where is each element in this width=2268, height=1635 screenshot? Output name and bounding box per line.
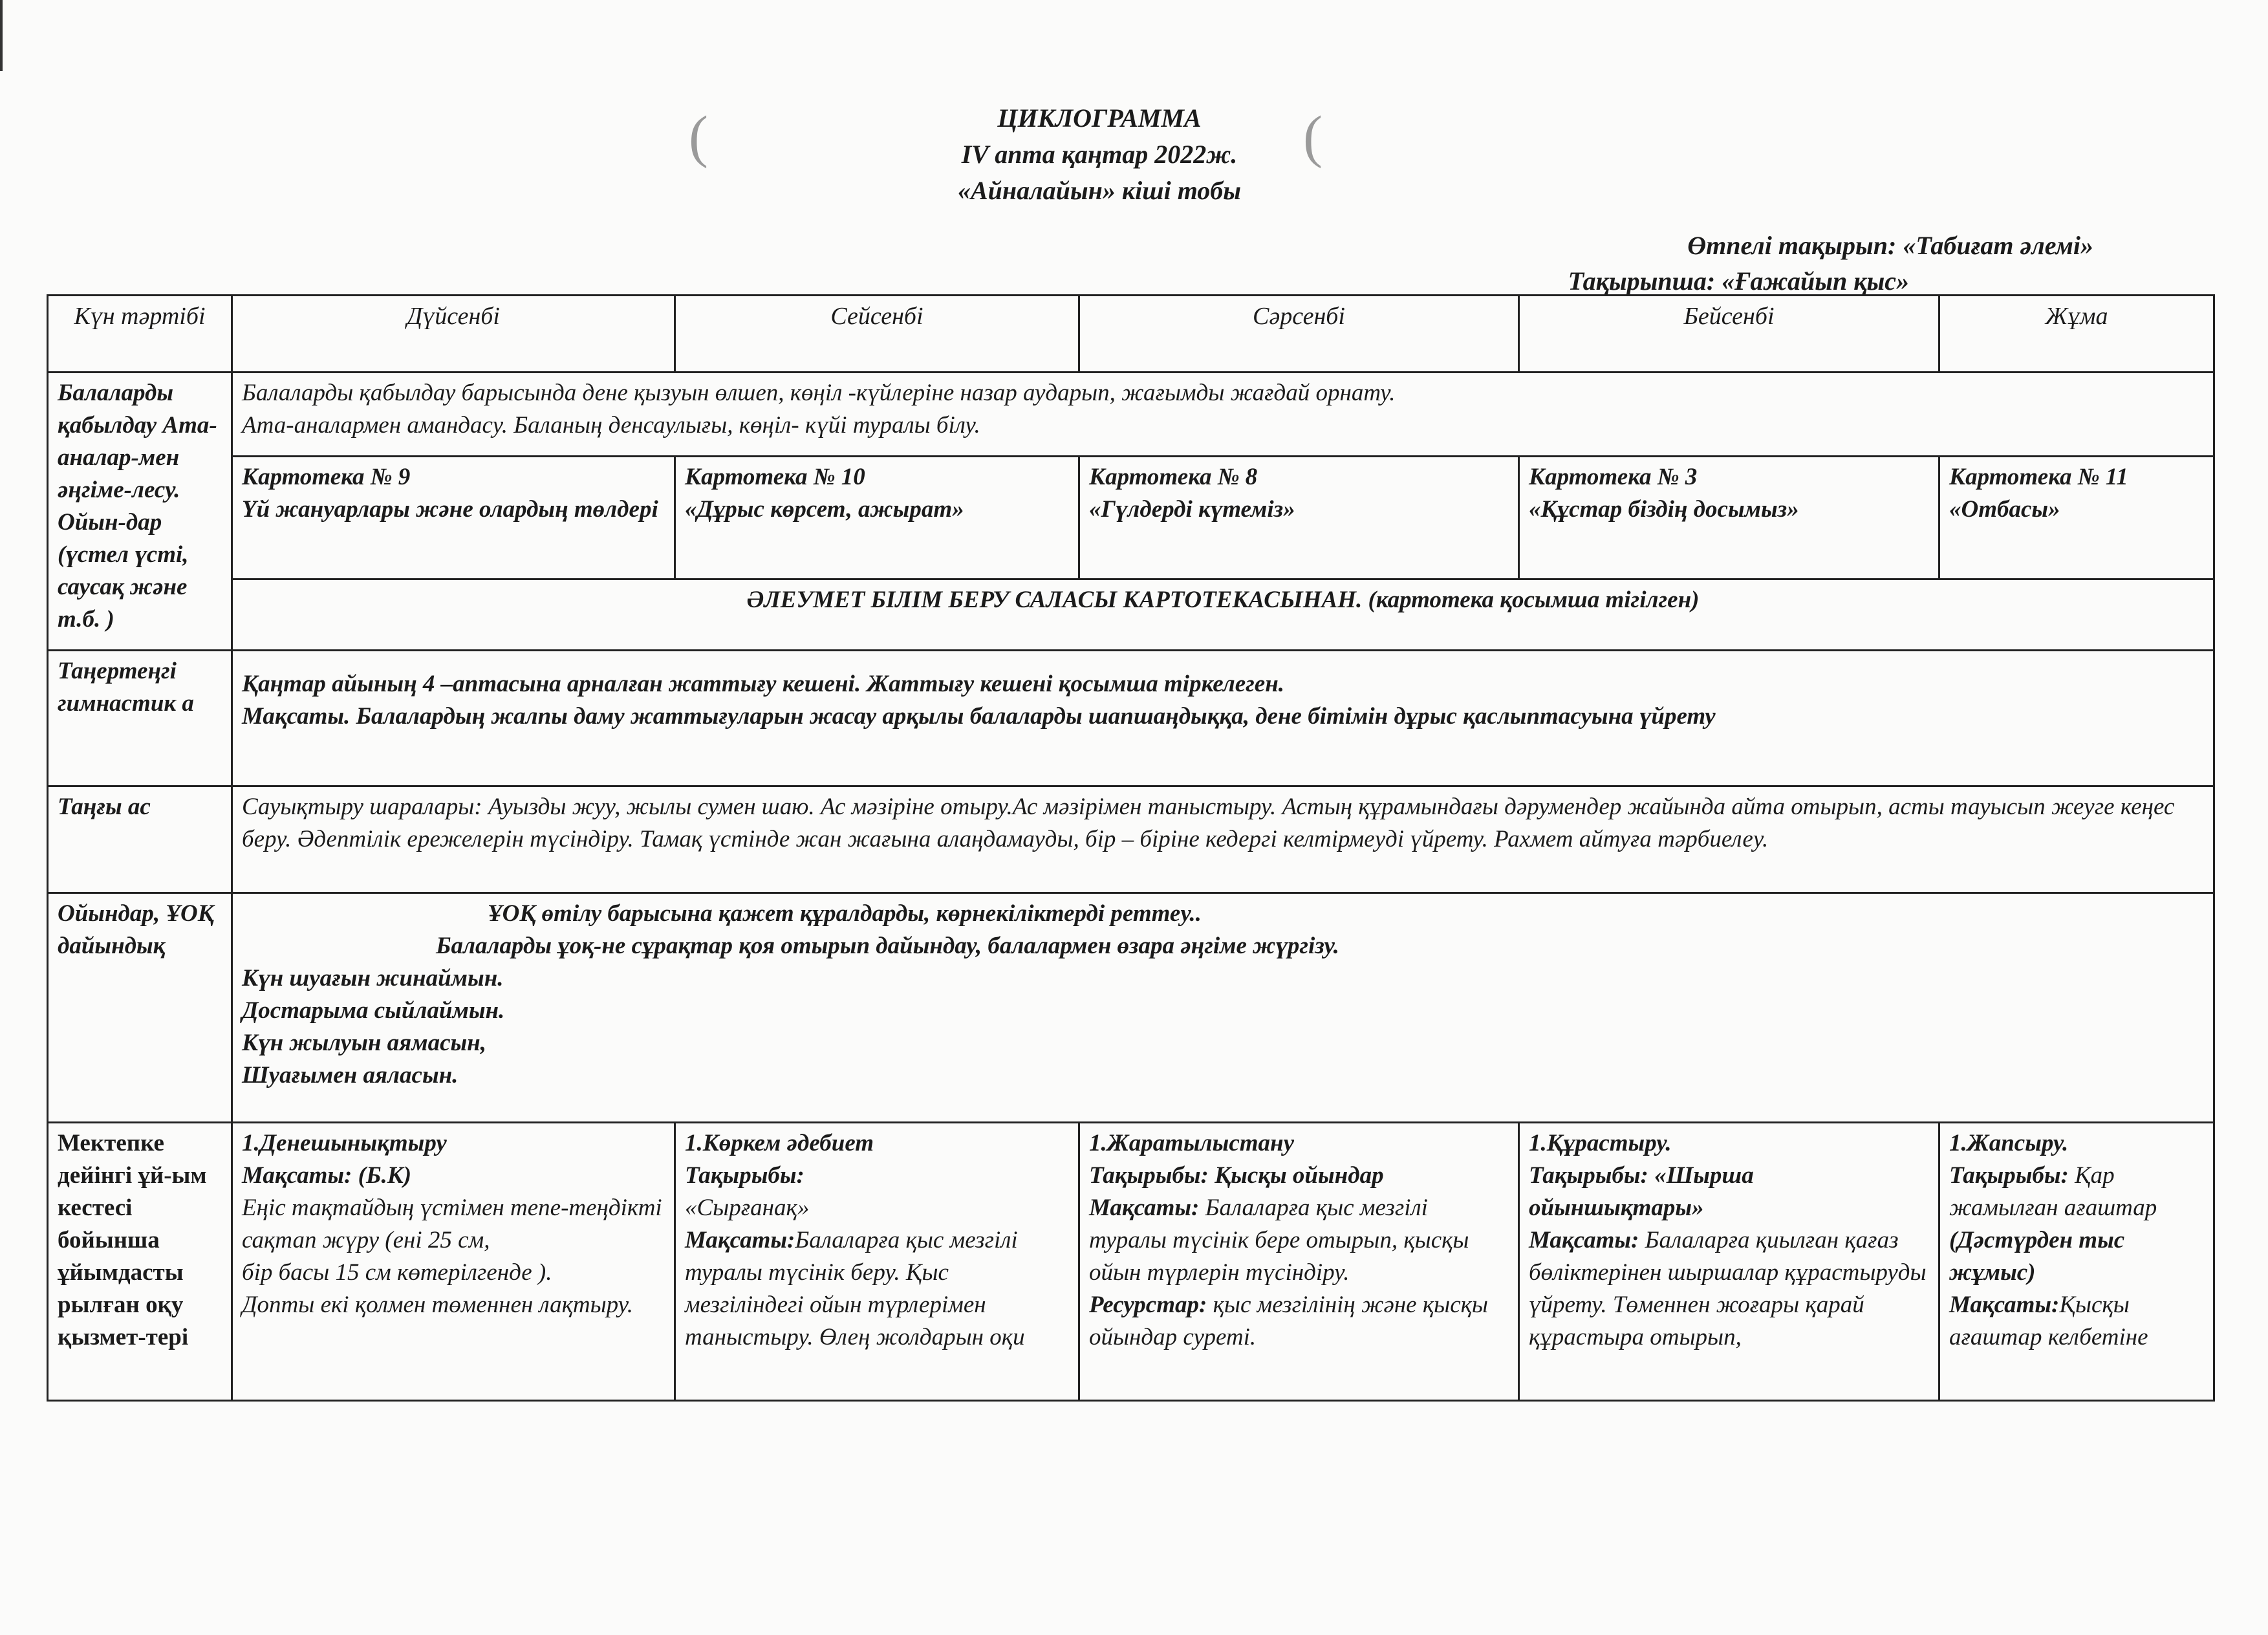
activity-goal-label: Мақсаты: [1529,1227,1639,1253]
col-header-monday: Дүйсенбі [232,296,675,373]
document-header [0,100,2199,209]
poem-line: Шуағымен аяласын. [242,1062,459,1088]
games-line-1: ҰОҚ өтілу барысына қажет құралдарды, көрнекіліктерді реттеу.. [488,900,1202,927]
reception-line-1: Балаларды қабылдау барысында дене қызуын өлшеп, көңіл -күйлеріне назар аударып, жағымды жағдай орнату. [242,380,1396,406]
table-row [48,893,2214,1123]
activity-text: Еңіс тақтайдың үстімен тепе-теңдікті сақтап жүру (ені 25 см, [242,1195,662,1253]
activity-wednesday [1079,1123,1519,1401]
table-row [48,373,2214,457]
activity-goal-label: Мақсаты: [685,1227,795,1253]
activity-title: 1.Жапсыру. [1949,1130,2069,1156]
activity-goal: Мақсаты: (Б.К) [242,1162,412,1189]
games-cell [232,893,2214,1123]
card-tuesday [675,457,1079,579]
table-row [48,786,2214,893]
card-name: «Отбасы» [1949,496,2060,523]
activity-goal-label: Мақсаты: [1089,1195,1200,1221]
card-friday [1939,457,2214,579]
activity-title: 1.Денешынықтыру [242,1130,447,1156]
activity-goal: Қысқы ағаштар келбетіне [1949,1292,2148,1350]
scan-mark-left: ( [689,105,708,169]
row-label-activities: Мектепке дейінгі ұй-ым кестесі бойынша ұйымдасты рылған оқу қызмет-тері [48,1123,232,1401]
gymnastics-line-2: Мақсаты. Балалардың жалпы даму жаттығуларын жасау арқылы балаларды шапшаңдыққа, дене бітімін дұрыс қаслыптасуына үйрету [242,703,1716,730]
row-label-gymnastics: Таңертеңгі гимнастик а [48,651,232,786]
row-label-reception: Балаларды қабылдау Ата-аналар-мен әңгіме-лесу. Ойын-дар (үстел үсті, саусақ және т.б. ) [48,373,232,651]
row-label-breakfast: Таңғы ас [48,786,232,893]
document-group: «Айналайын» кіші тобы [958,176,1241,205]
activity-resources: қыс мезгілінің және қысқы ойындар суреті. [1089,1292,1488,1350]
reception-line-2: Ата-аналармен амандасу. Баланың денсаулығы, көңіл- күйі туралы білу. [242,412,980,439]
card-number: Картотека № 11 [1949,464,2128,490]
activity-title: 1.Жаратылыстану [1089,1130,1294,1156]
activity-topic: Тақырыбы: «Шырша ойыншықтары» [1529,1162,1754,1221]
gymnastics-cell [232,651,2214,786]
activity-text: бір басы 15 см көтерілгенде ). [242,1259,552,1286]
scan-mark-right: ( [1303,105,1323,169]
table-row [48,1123,2214,1401]
col-header-friday: Жұма [1939,296,2214,373]
col-header-tuesday: Сейсенбі [675,296,1079,373]
card-name: «Дұрыс көрсет, ажырат» [685,496,964,523]
scan-edge-line [0,0,3,71]
card-name: «Гүлдерді күтеміз» [1089,496,1295,523]
activity-topic: Тақырыбы: Қысқы ойындар [1089,1162,1384,1189]
poem-line: Достарыма сыйлаймын. [242,997,505,1024]
activity-topic-label: Тақырыбы: [1949,1162,2069,1189]
card-name: Үй жануарлары және олардың төлдері [242,496,658,523]
activity-goal: Балаларға қыс мезгілі туралы түсінік бере отырып, қысқы ойын түрлерін түсіндіру. [1089,1195,1469,1286]
activity-title: 1.Көркем әдебиет [685,1130,874,1156]
activity-goal: Балаларға қыс мезгілі туралы түсінік беру. Қыс мезгіліндегі ойын түрлерімен таныстыру. Өлең жолдарын оқи [685,1227,1025,1350]
games-line-2: Балаларды ұоқ-не сұрақтар қоя отырып дайындау, балалармен өзара әңгіме жүргізу. [436,933,1339,959]
col-header-schedule: Күн тәртібі [48,296,232,373]
document-title: ЦИКЛОГРАММА [997,103,1202,133]
table-row [48,457,2214,579]
table-row [48,579,2214,651]
card-number: Картотека № 3 [1529,464,1698,490]
activity-topic-label: Тақырыбы: [685,1162,805,1189]
document-week: IV апта қаңтар 2022ж. [961,140,1238,169]
activity-text: Допты екі қолмен төменнен лақтыру. [242,1292,634,1318]
activity-monday [232,1123,675,1401]
poem-line: Күн жылуын аямасын, [242,1030,486,1056]
reception-text-cell [232,373,2214,457]
card-thursday [1519,457,1939,579]
subtheme: Тақырыпша: «Ғажайып қыс» [1568,266,1909,296]
activity-tuesday [675,1123,1079,1401]
col-header-thursday: Бейсенбі [1519,296,1939,373]
card-number: Картотека № 8 [1089,464,1258,490]
activity-resources-label: Ресурстар: [1089,1292,1207,1318]
breakfast-text: Сауықтыру шаралары: Ауызды жуу, жылы сумен шаю. Ас мәзіріне отыру.Ас мәзірімен таныстыру. Астың құрамындағы дәрумендер жайында айта отырып, асты тауысып жеуге кеңес беру. Әдептілік ережелерін түсіндіру. Тамақ үстінде жан жағына алаңдамауды, бір – біріне кедергі келтірмеуді үйрету. Рахмет айтуға тәрбиелеу. [232,786,2214,893]
transitional-theme: Өтпелі тақырып: «Табиғат әлемі» [1687,231,2093,260]
activity-topic: Қар жамылған ағаштар [1949,1162,2157,1221]
poem-line: Күн шуағын жинаймын. [242,965,504,991]
table-header-row [48,296,2214,373]
card-number: Картотека № 10 [685,464,865,490]
activity-goal: Балаларға қиылған қағаз бөліктерінен шыршалар құрастыруды үйрету. Төменнен жоғары қарай құрастыра отырып, [1529,1227,1927,1350]
row-label-games: Ойындар, ҰОҚ дайындық [48,893,232,1123]
activity-friday [1939,1123,2214,1401]
schedule-table [47,294,2215,1402]
gymnastics-line-1: Қаңтар айының 4 –аптасына арналған жаттығу кешені. Жаттығу кешені қосымша тіркелеген. [242,671,1285,697]
col-header-wednesday: Сәрсенбі [1079,296,1519,373]
table-row [48,651,2214,786]
activity-goal-label: Мақсаты: [1949,1292,2060,1318]
card-monday [232,457,675,579]
social-cardfile-note: ӘЛЕУМЕТ БІЛІМ БЕРУ САЛАСЫ КАРТОТЕКАСЫНАН. (картотека қосымша тігілген) [232,579,2214,651]
activity-topic: «Сырғанақ» [685,1195,810,1221]
activity-thursday [1519,1123,1939,1401]
activity-extra: (Дәстүрден тыс жұмыс) [1949,1227,2125,1286]
card-name: «Құстар біздің досымыз» [1529,496,1799,523]
activity-title: 1.Құрастыру. [1529,1130,1672,1156]
card-number: Картотека № 9 [242,464,411,490]
card-wednesday [1079,457,1519,579]
